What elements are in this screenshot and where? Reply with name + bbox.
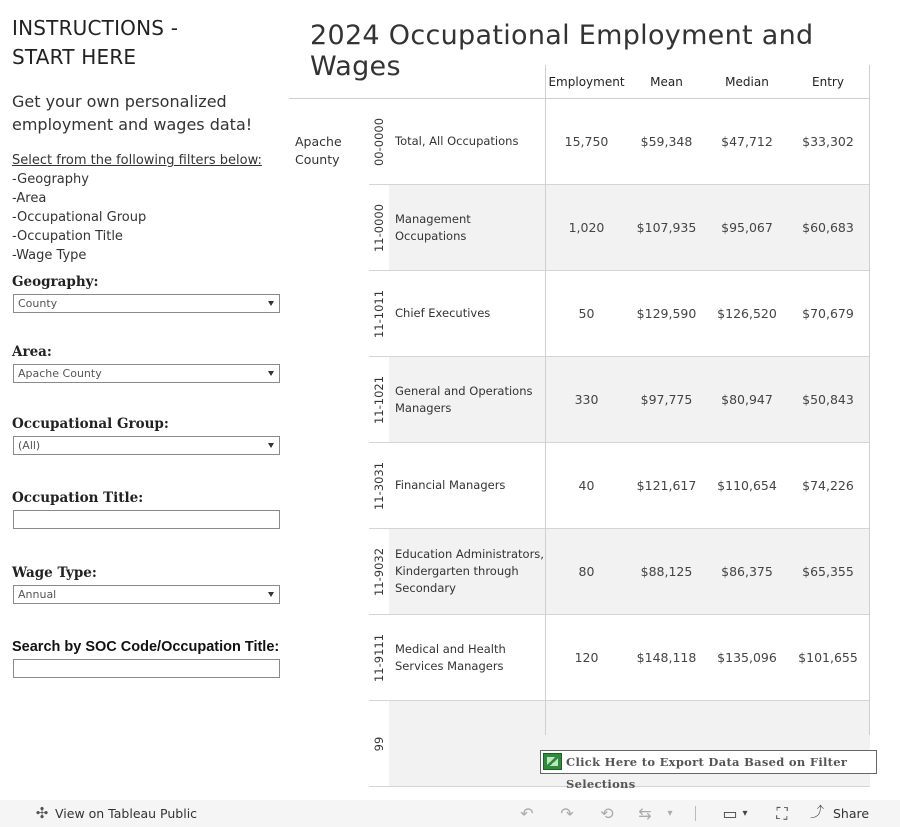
page-title: 2024 Occupational Employment and Wages <box>310 20 814 82</box>
table-row[interactable] <box>369 529 870 615</box>
mean-cell: $107,935 <box>636 220 697 235</box>
mean-cell: $148,118 <box>636 650 697 665</box>
soc-code: 11-1021 <box>372 375 386 424</box>
dropdown-arrow-icon <box>268 592 274 597</box>
view-on-tableau-link[interactable]: View on Tableau Public <box>55 806 198 821</box>
soc-code: 11-3031 <box>372 461 386 510</box>
median-cell: $95,067 <box>721 220 773 235</box>
table-row[interactable] <box>369 99 870 185</box>
occupation-title: General and Operations Managers <box>395 383 533 415</box>
entry-cell: $101,655 <box>798 650 858 665</box>
tableau-toolbar <box>0 800 900 827</box>
median-cell: $135,096 <box>717 650 777 665</box>
excel-icon <box>543 753 562 770</box>
table-row[interactable] <box>369 271 870 357</box>
filters-list <box>12 170 282 265</box>
column-header-employment[interactable]: Employment <box>548 75 625 89</box>
median-cell: $110,654 <box>717 478 777 493</box>
employment-cell: 15,750 <box>564 134 609 149</box>
chevron-down-icon[interactable]: ▾ <box>742 808 748 819</box>
table-row[interactable] <box>369 185 870 271</box>
soc-code: 00-0000 <box>372 117 386 166</box>
comment-icon[interactable]: ▭ <box>722 804 738 823</box>
entry-cell: $74,226 <box>802 478 854 493</box>
employment-cell: 1,020 <box>568 220 605 235</box>
soc-code: 11-9032 <box>372 547 386 596</box>
occupation-title: Financial Managers <box>395 478 506 492</box>
occupation-title <box>395 701 545 786</box>
mean-cell: $88,125 <box>640 564 693 579</box>
filters-list-item: -Occupational Group <box>12 210 147 225</box>
column-header-median[interactable]: Median <box>725 75 769 89</box>
geography-select[interactable]: County <box>13 294 280 313</box>
occupation-title-input[interactable] <box>13 510 280 529</box>
soc-code: 11-0000 <box>372 203 386 252</box>
filters-list-item: -Wage Type <box>12 248 87 263</box>
wage-type-select[interactable]: Annual <box>13 585 280 604</box>
occupation-title: Education Administrators, Kindergarten through Secondary <box>395 547 544 595</box>
occupation-title-label: Occupation Title: <box>12 490 144 506</box>
dropdown-arrow-icon <box>268 301 274 306</box>
mean-cell: $121,617 <box>636 478 697 493</box>
entry-cell: $65,355 <box>802 564 854 579</box>
area-select[interactable]: Apache County <box>13 364 280 383</box>
column-divider <box>545 65 546 735</box>
column-header-mean[interactable]: Mean <box>650 75 683 89</box>
median-cell: $86,375 <box>721 564 773 579</box>
export-data-button[interactable]: Click Here to Export Data Based on Filter Selections <box>540 750 877 774</box>
occupation-title: Management Occupations <box>395 211 471 243</box>
filters-list-item: -Occupation Title <box>12 229 123 244</box>
refresh-icon[interactable]: ⇆ <box>638 804 652 823</box>
table-row[interactable] <box>369 615 870 701</box>
soc-code: 11-1011 <box>372 289 386 338</box>
column-divider <box>869 65 870 735</box>
mean-cell: $59,348 <box>640 134 693 149</box>
employment-cell: 80 <box>578 564 595 579</box>
undo-icon[interactable]: ↶ <box>520 804 534 823</box>
table-row[interactable] <box>369 357 870 443</box>
entry-cell: $60,683 <box>802 220 854 235</box>
toolbar-separator <box>695 806 696 821</box>
entry-cell: $70,679 <box>802 306 854 321</box>
entry-cell: $33,302 <box>802 134 854 149</box>
search-label: Search by SOC Code/Occupation Title: <box>12 639 280 655</box>
median-cell: $126,520 <box>717 306 777 321</box>
area-row-label: Apache County <box>295 134 342 167</box>
mean-cell: $129,590 <box>636 306 697 321</box>
search-input[interactable] <box>13 659 280 678</box>
area-label: Area: <box>12 344 52 360</box>
median-cell: $47,712 <box>721 134 773 149</box>
redo-icon[interactable]: ↷ <box>560 804 574 823</box>
mean-cell: $97,775 <box>640 392 693 407</box>
filters-list-item: -Geography <box>12 172 89 187</box>
occupational-group-select[interactable]: (All) <box>13 436 280 455</box>
occupation-title: Chief Executives <box>395 306 491 320</box>
share-button[interactable]: Share <box>833 806 870 821</box>
tableau-logo-icon: ✣ <box>35 804 49 822</box>
dropdown-arrow-icon <box>268 443 274 448</box>
filters-heading: Select from the following filters below: <box>12 153 262 168</box>
occupation-title: Medical and Health Services Managers <box>395 641 506 673</box>
employment-cell: 50 <box>578 306 595 321</box>
median-cell: $80,947 <box>721 392 773 407</box>
revert-icon[interactable]: ⟲ <box>600 804 614 823</box>
soc-code: 99 <box>372 736 386 751</box>
wages-table <box>289 65 870 751</box>
share-icon[interactable]: ⤴ <box>810 805 824 821</box>
occupational-group-label: Occupational Group: <box>12 416 169 432</box>
instructions-panel <box>12 14 282 265</box>
pause-dropdown-icon[interactable]: ▾ <box>667 808 673 819</box>
instructions-title: INSTRUCTIONS - START HERE <box>12 16 179 69</box>
soc-code: 11-9111 <box>372 633 386 682</box>
filters-list-item: -Area <box>12 191 47 206</box>
dropdown-arrow-icon <box>268 371 274 376</box>
table-row[interactable] <box>369 443 870 529</box>
employment-cell: 330 <box>574 392 599 407</box>
occupation-title: Total, All Occupations <box>395 134 519 148</box>
instructions-subtitle: Get your own personalized employment and wages data! <box>12 92 253 134</box>
geography-label: Geography: <box>12 274 99 290</box>
employment-cell: 120 <box>574 650 599 665</box>
wage-type-label: Wage Type: <box>12 565 97 581</box>
column-header-entry[interactable]: Entry <box>812 75 844 89</box>
fullscreen-icon[interactable]: ⛶ <box>776 804 788 823</box>
employment-cell: 40 <box>578 478 595 493</box>
entry-cell: $50,843 <box>802 392 854 407</box>
